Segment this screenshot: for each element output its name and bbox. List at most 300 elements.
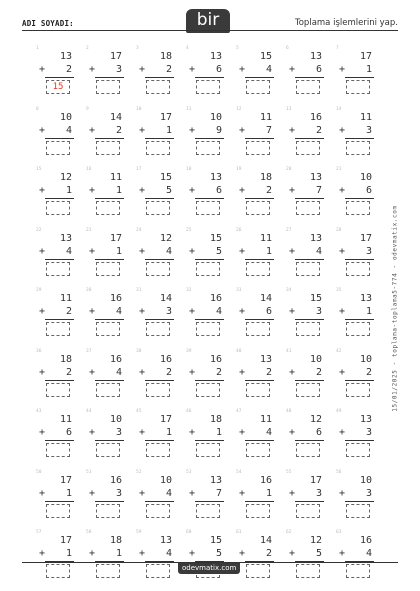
problem-item [86,409,136,470]
sum-line [245,380,274,381]
problem-number: 9 [86,106,89,112]
answer-box[interactable] [296,564,320,578]
plus-sign: + [188,427,196,438]
addend-top: 13 [59,232,72,244]
addend-bottom: 1 [65,185,72,196]
problem-number: 48 [286,409,292,414]
addend-bottom: 2 [315,366,322,378]
addend-bottom: 5 [165,185,172,196]
plus-sign: + [138,245,146,257]
problem-item [86,46,136,107]
sum-line [195,440,224,441]
sum-line [195,501,224,502]
answer-box[interactable] [96,322,120,336]
sum-line [145,501,174,502]
problem-item [286,349,336,410]
sum-line [145,259,174,260]
addend-bottom: 5 [315,548,322,559]
sum-line [245,319,274,320]
sum-line [345,501,374,502]
answer-box[interactable] [46,564,70,578]
addend-top: 17 [309,474,322,486]
addend-bottom: 4 [165,245,172,257]
problem-number: 42 [336,348,342,354]
addend-top: 17 [359,51,372,62]
problem-item [136,470,186,531]
answer-box[interactable] [46,383,70,397]
plus-sign: + [188,366,196,378]
addend-bottom: 4 [65,124,72,136]
plus-sign: + [138,306,146,317]
sum-line [295,501,324,502]
addend-bottom: 3 [115,64,122,75]
problem-number: 26 [236,227,242,233]
addend-bottom: 1 [165,124,172,136]
problem-item [336,228,386,289]
problem-item [186,107,236,168]
addend-bottom: 7 [265,124,272,136]
addend-top: 10 [209,111,222,123]
sum-line [45,259,74,260]
addend-top: 13 [209,474,222,486]
problem-item [136,228,186,289]
addend-top: 17 [59,474,72,486]
plus-sign: + [238,64,246,75]
problem-number: 53 [186,469,192,475]
problem-item [336,349,386,410]
plus-sign: + [188,185,196,196]
problem-item [186,228,236,289]
answer-box[interactable] [146,443,170,457]
problem-item [236,530,286,591]
problem-grid [36,46,386,591]
answer-box[interactable] [46,443,70,457]
answer-box[interactable] [346,564,370,578]
answer-box[interactable] [246,564,270,578]
sum-line [345,259,374,260]
problem-number: 32 [186,288,192,293]
problem-number: 57 [36,530,42,535]
answer-box[interactable] [96,201,120,215]
problem-number: 4 [186,46,189,51]
addend-top: 14 [159,293,172,304]
answer-box[interactable] [246,504,270,518]
addend-top: 10 [59,111,72,123]
problem-number: 59 [136,530,142,535]
answer-box[interactable] [96,564,120,578]
problem-item [286,288,336,349]
plus-sign: + [88,306,96,317]
addend-top: 14 [109,111,122,123]
sum-line [195,259,224,260]
addend-top: 16 [109,474,122,486]
sum-line [295,319,324,320]
addend-top: 10 [309,353,322,365]
addend-bottom: 2 [215,366,222,378]
plus-sign: + [38,548,46,559]
addend-bottom: 6 [315,64,322,75]
plus-sign: + [88,185,96,196]
answer-box[interactable] [96,383,120,397]
problem-number: 23 [86,227,92,233]
addend-top: 13 [209,51,222,62]
answer-box[interactable] [296,141,320,155]
addend-top: 17 [109,232,122,244]
addend-bottom: 2 [165,64,172,75]
plus-sign: + [238,245,246,257]
problem-number: 3 [136,46,139,51]
addend-bottom: 5 [215,245,222,257]
answer-box[interactable] [346,141,370,155]
addend-bottom: 1 [115,245,122,257]
answer-box[interactable] [246,80,270,94]
sum-line [45,380,74,381]
problem-number: 21 [336,167,342,172]
sum-line [245,501,274,502]
addend-top: 17 [109,51,122,62]
answer-box[interactable] [196,80,220,94]
problem-item [336,46,386,107]
problem-number: 1 [36,46,39,51]
sum-line [95,380,124,381]
answer-box[interactable] [346,80,370,94]
problem-item [86,349,136,410]
problem-number: 10 [136,106,142,112]
problem-item [236,228,286,289]
addend-top: 15 [209,232,222,244]
addend-top: 18 [159,51,172,62]
plus-sign: + [288,124,296,136]
problem-item [286,46,336,107]
problem-number: 24 [136,227,142,233]
problem-item [336,409,386,470]
addend-bottom: 4 [265,427,272,438]
name-label: ADI SOYADI: [22,19,74,28]
sum-line [345,138,374,139]
problem-number: 2 [86,46,89,51]
answer-box[interactable] [196,443,220,457]
problem-item [236,167,286,228]
answer-box[interactable] [146,564,170,578]
answer-box[interactable] [296,201,320,215]
problem-item [236,409,286,470]
sum-line [45,319,74,320]
addend-bottom: 2 [265,548,272,559]
answer-box[interactable] [96,443,120,457]
problem-item [236,288,286,349]
addend-top: 12 [59,172,72,183]
answer-box[interactable] [246,322,270,336]
answer-box[interactable] [96,80,120,94]
problem-item [236,470,286,531]
addend-top: 16 [109,353,122,365]
addend-bottom: 1 [365,64,372,75]
problem-item [286,228,336,289]
answer-box[interactable] [246,201,270,215]
answer-box[interactable] [196,322,220,336]
addend-top: 11 [59,414,72,425]
plus-sign: + [188,306,196,317]
addend-bottom: 9 [215,124,222,136]
addend-bottom: 3 [315,306,322,317]
plus-sign: + [188,64,196,75]
answer-box[interactable] [146,80,170,94]
problem-item [336,167,386,228]
plus-sign: + [138,487,146,499]
problem-item [186,349,236,410]
problem-number: 44 [86,409,92,414]
problem-item [236,107,286,168]
addend-bottom: 4 [365,548,372,559]
answer-box[interactable] [96,141,120,155]
problem-item [36,409,86,470]
answer-box[interactable] [146,383,170,397]
footer-brand: odevmatix.com [178,563,240,574]
problem-number: 63 [336,530,342,535]
answer-box[interactable] [146,262,170,276]
problem-item [36,530,86,591]
plus-sign: + [338,185,346,196]
plus-sign: + [88,124,96,136]
answer-box[interactable] [146,322,170,336]
plus-sign: + [38,487,46,499]
plus-sign: + [238,306,246,317]
answer-box[interactable] [46,141,70,155]
plus-sign: + [38,64,46,75]
plus-sign: + [288,487,296,499]
answer-box[interactable] [296,322,320,336]
problem-item [236,46,286,107]
addend-bottom: 2 [65,64,72,75]
addend-top: 13 [359,414,372,425]
plus-sign: + [138,64,146,75]
answer-box[interactable] [346,322,370,336]
answer-box[interactable] [246,383,270,397]
addend-bottom: 6 [215,185,222,196]
addend-bottom: 2 [265,366,272,378]
problem-item [86,470,136,531]
plus-sign: + [138,124,146,136]
problem-item [186,409,236,470]
problem-item [136,349,186,410]
problem-item [336,530,386,591]
problem-item [136,107,186,168]
plus-sign: + [88,245,96,257]
sum-line [345,77,374,78]
answer-box[interactable] [196,504,220,518]
problem-item [136,530,186,591]
problem-number: 14 [336,106,342,112]
problem-number: 47 [236,409,242,414]
plus-sign: + [88,487,96,499]
addend-top: 15 [259,51,272,62]
plus-sign: + [338,124,346,136]
problem-number: 20 [286,167,292,172]
plus-sign: + [238,487,246,499]
answer-box[interactable] [246,443,270,457]
problem-number: 16 [86,167,92,172]
problem-item [286,107,336,168]
plus-sign: + [88,548,96,559]
addend-bottom: 2 [165,366,172,378]
problem-number: 49 [336,409,342,414]
answer-box[interactable] [296,383,320,397]
sum-line [195,319,224,320]
answer-box[interactable] [196,383,220,397]
plus-sign: + [188,487,196,499]
addend-top: 14 [259,293,272,304]
answer-box[interactable] [246,141,270,155]
problem-item [36,46,86,107]
answer-box[interactable] [246,262,270,276]
problem-number: 15 [36,167,42,172]
addend-top: 10 [359,172,372,183]
problem-item [136,288,186,349]
problem-item [136,46,186,107]
problem-item [286,530,336,591]
answer-box[interactable] [296,443,320,457]
answer-box[interactable] [346,262,370,276]
addend-top: 15 [309,293,322,304]
addend-bottom: 1 [65,548,72,559]
plus-sign: + [188,124,196,136]
addend-bottom: 2 [265,185,272,196]
problem-item [336,107,386,168]
addend-bottom: 3 [365,427,372,438]
addend-bottom: 2 [365,366,372,378]
addend-top: 16 [259,474,272,486]
answer-box[interactable] [146,504,170,518]
addend-top: 11 [359,111,372,123]
problem-number: 6 [286,46,289,51]
addend-top: 13 [259,353,272,365]
answer-box[interactable] [346,383,370,397]
problem-number: 54 [236,469,242,475]
addend-bottom: 4 [315,245,322,257]
sum-line [45,198,74,199]
sum-line [45,77,74,78]
answer-box[interactable] [196,141,220,155]
answer-box[interactable] [46,322,70,336]
answer-box[interactable] [146,141,170,155]
answer-box[interactable] [96,504,120,518]
sum-line [95,440,124,441]
problem-item [186,530,236,591]
answer-box[interactable] [296,262,320,276]
addend-bottom: 6 [315,427,322,438]
addend-top: 14 [259,535,272,546]
addend-bottom: 3 [115,427,122,438]
plus-sign: + [338,306,346,317]
problem-number: 52 [136,469,142,475]
addend-bottom: 2 [115,124,122,136]
answer-box[interactable] [346,201,370,215]
addend-top: 17 [159,111,172,123]
problem-number: 30 [86,288,92,293]
header-divider [22,30,398,31]
problem-number: 7 [336,46,339,51]
addend-top: 11 [259,414,272,425]
answer-box[interactable] [196,262,220,276]
addend-top: 10 [109,414,122,425]
problem-number: 58 [86,530,92,535]
sum-line [95,501,124,502]
addend-top: 11 [259,232,272,244]
problem-item [36,167,86,228]
sum-line [45,501,74,502]
sum-line [295,138,324,139]
addend-bottom: 7 [215,487,222,499]
answer-box[interactable] [346,504,370,518]
plus-sign: + [338,427,346,438]
answer-box[interactable] [46,201,70,215]
problem-item [86,288,136,349]
answer-box[interactable] [146,201,170,215]
addend-top: 17 [59,535,72,546]
problem-item [86,107,136,168]
addend-bottom: 4 [115,366,122,378]
plus-sign: + [38,124,46,136]
problem-item [186,46,236,107]
addend-bottom: 3 [165,306,172,317]
sum-line [245,259,274,260]
sum-line [345,380,374,381]
plus-sign: + [338,487,346,499]
problem-item [286,167,336,228]
addend-top: 12 [309,414,322,425]
problem-number: 51 [86,469,92,475]
sum-line [295,198,324,199]
addend-top: 16 [309,111,322,123]
answer-box[interactable] [96,262,120,276]
plus-sign: + [38,245,46,257]
sum-line [145,380,174,381]
problem-number: 41 [286,348,292,354]
problem-number: 31 [136,288,142,293]
problem-number: 35 [336,288,342,293]
addend-bottom: 6 [65,427,72,438]
plus-sign: + [38,366,46,378]
problem-item [86,530,136,591]
plus-sign: + [88,366,96,378]
answer-box[interactable] [196,201,220,215]
problem-number: 36 [36,348,42,354]
problem-item [86,167,136,228]
addend-top: 10 [359,474,372,486]
plus-sign: + [238,185,246,196]
addend-bottom: 4 [165,487,172,499]
answer-box[interactable] [46,504,70,518]
sum-line [295,77,324,78]
problem-number: 18 [186,167,192,172]
sum-line [295,440,324,441]
plus-sign: + [138,427,146,438]
addend-top: 11 [109,172,122,183]
sum-line [195,138,224,139]
plus-sign: + [288,306,296,317]
answer-box[interactable] [346,443,370,457]
answer-box[interactable]: 15 [46,80,70,94]
plus-sign: + [338,245,346,257]
side-footer-text: 15/01/2025 - toplama-toplama5-774 - odevmatix.com [391,205,399,412]
addend-top: 11 [59,293,72,304]
answer-box[interactable] [296,80,320,94]
title-badge: bir [186,9,230,33]
problem-number: 5 [236,46,239,51]
answer-box[interactable] [46,262,70,276]
problem-number: 40 [236,348,242,354]
answer-box[interactable] [296,504,320,518]
